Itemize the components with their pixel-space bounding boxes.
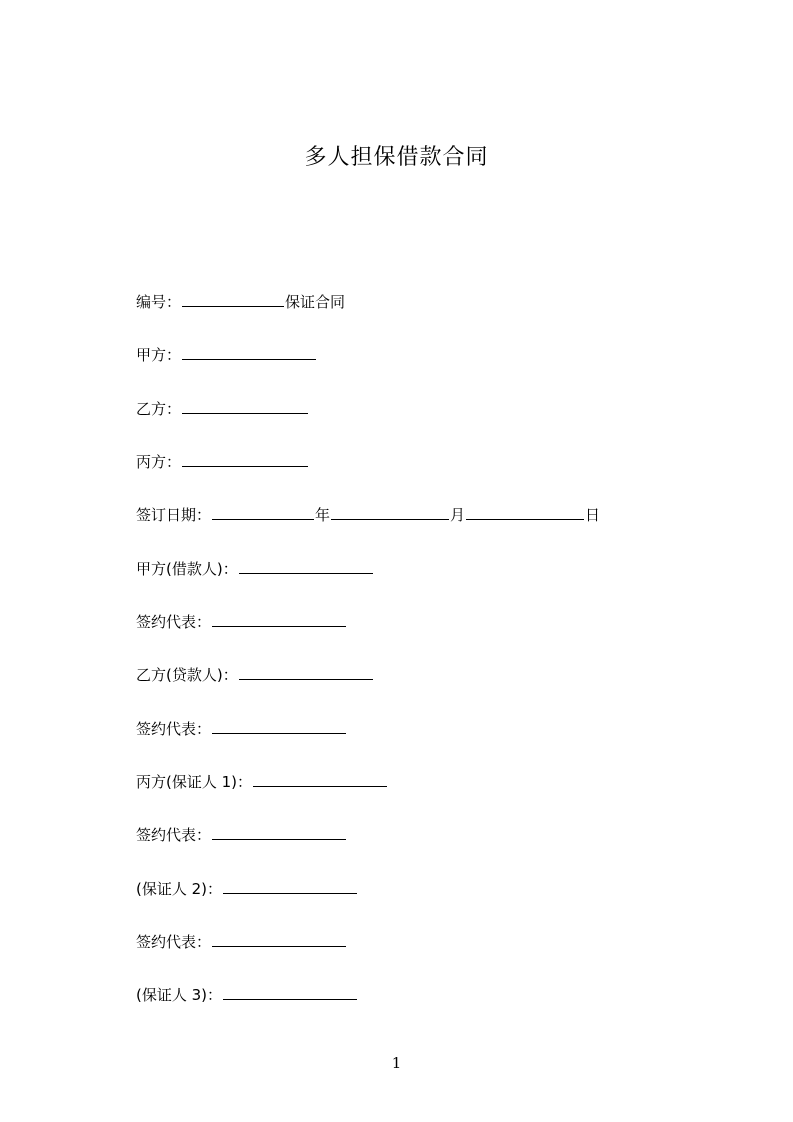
lender-rep-blank[interactable] xyxy=(212,718,346,734)
contract-number-blank[interactable] xyxy=(182,291,284,307)
contract-number-suffix: 保证合同 xyxy=(285,293,346,311)
sign-date-month-blank[interactable] xyxy=(331,504,449,520)
guarantor2-rep-blank[interactable] xyxy=(212,931,346,947)
guarantor1-rep-blank[interactable] xyxy=(212,824,346,840)
lender-blank[interactable] xyxy=(239,664,373,680)
guarantor1-blank[interactable] xyxy=(253,771,387,787)
borrower-line xyxy=(136,558,374,579)
guarantor3-line xyxy=(136,984,358,1005)
borrower-rep-label: 签约代表： xyxy=(136,613,212,631)
sign-date-month-label: 月 xyxy=(450,506,466,524)
party-c-blank[interactable] xyxy=(182,451,308,467)
guarantor1-label: 丙方(保证人 1)： xyxy=(136,773,253,791)
contract-number-line xyxy=(136,291,345,312)
party-b-blank[interactable] xyxy=(182,398,308,414)
lender-rep-line xyxy=(136,718,347,739)
guarantor2-rep-label: 签约代表： xyxy=(136,933,212,951)
sign-date-line xyxy=(136,504,600,525)
borrower-rep-line xyxy=(136,611,347,632)
party-a-line xyxy=(136,344,317,365)
guarantor2-label: (保证人 2)： xyxy=(136,880,223,898)
party-c-label: 丙方： xyxy=(136,453,182,471)
guarantor1-rep-label: 签约代表： xyxy=(136,826,212,844)
guarantor2-line xyxy=(136,878,358,899)
borrower-label: 甲方(借款人)： xyxy=(136,560,238,578)
lender-rep-label: 签约代表： xyxy=(136,720,212,738)
guarantor3-blank[interactable] xyxy=(223,984,357,1000)
party-c-line xyxy=(136,451,309,472)
sign-date-day-blank[interactable] xyxy=(466,504,584,520)
document-title: 多人担保借款合同 xyxy=(304,145,489,170)
guarantor2-blank[interactable] xyxy=(223,878,357,894)
sign-date-label: 签订日期： xyxy=(136,506,212,524)
contract-number-label: 编号： xyxy=(136,293,182,311)
guarantor1-line xyxy=(136,771,388,792)
party-b-label: 乙方： xyxy=(136,400,182,418)
borrower-blank[interactable] xyxy=(239,558,373,574)
sign-date-year-blank[interactable] xyxy=(212,504,314,520)
guarantor3-label: (保证人 3)： xyxy=(136,986,223,1004)
page-number: 1 xyxy=(391,1054,402,1072)
party-a-blank[interactable] xyxy=(182,344,316,360)
lender-line xyxy=(136,664,374,685)
party-b-line xyxy=(136,398,309,419)
lender-label: 乙方(贷款人)： xyxy=(136,666,238,684)
party-a-label: 甲方： xyxy=(136,346,182,364)
guarantor1-rep-line xyxy=(136,824,347,845)
borrower-rep-blank[interactable] xyxy=(212,611,346,627)
sign-date-year-label: 年 xyxy=(315,506,331,524)
sign-date-day-label: 日 xyxy=(585,506,601,524)
guarantor2-rep-line xyxy=(136,931,347,952)
